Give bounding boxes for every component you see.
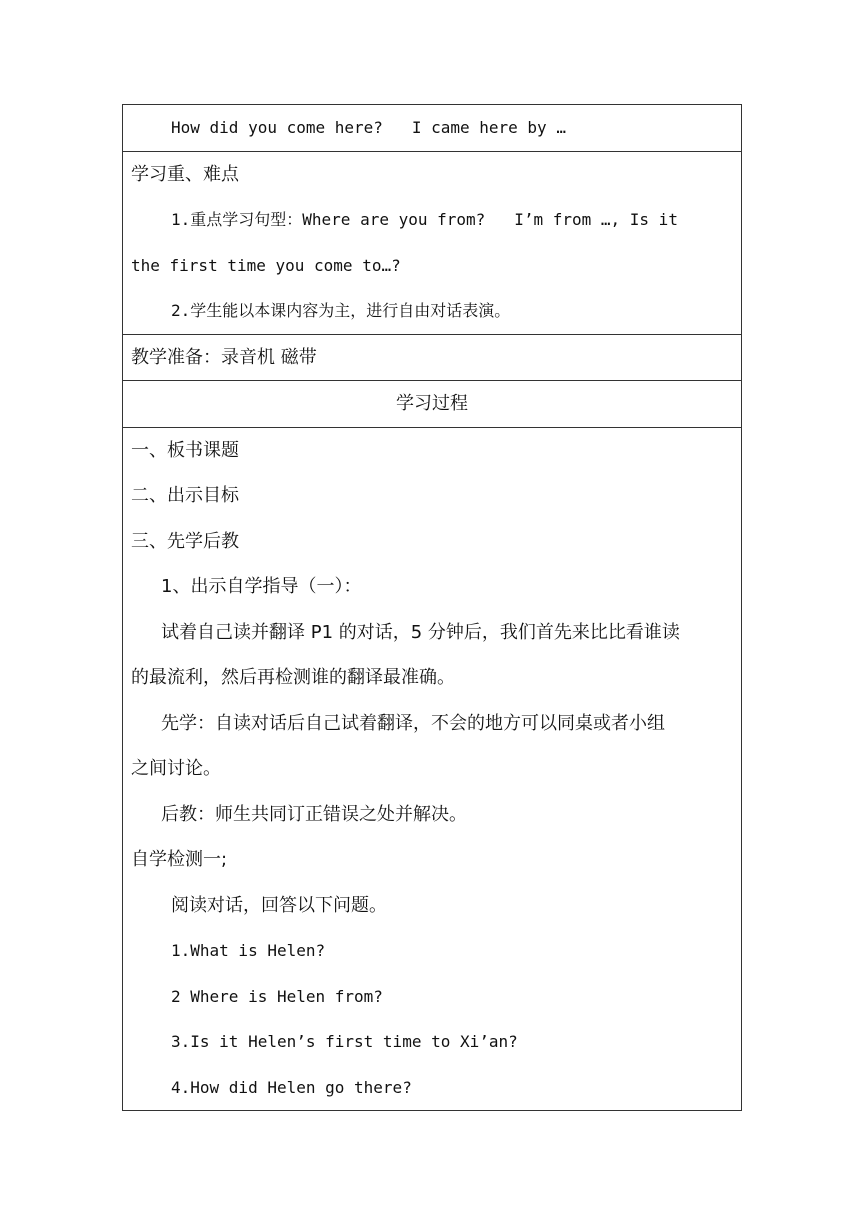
- guide-heading: 1、出示自学指导（一）：: [161, 576, 362, 597]
- table-row-preparation: [123, 334, 741, 381]
- key-points-line-1: 1.重点学习句型：Where are you from? I’m from …, Is it: [171, 210, 678, 229]
- question-3: 3.Is it Helen’s first time to Xi’an?: [171, 1032, 518, 1051]
- step-3-line: 三、先学后教: [131, 530, 239, 552]
- table-row-key-points: [123, 151, 741, 334]
- table-row-process-body: [123, 427, 741, 1111]
- question-2: 2 Where is Helen from?: [171, 986, 383, 1006]
- question-4: 4.How did Helen go there?: [171, 1077, 412, 1097]
- self-check-heading: 自学检测一;: [131, 849, 228, 870]
- preparation-line: 教学准备：录音机 磁带: [131, 346, 317, 368]
- self-check-instruction: 阅读对话，回答以下问题。: [171, 894, 387, 916]
- process-title: 学习过程: [396, 393, 468, 414]
- first-learn-line-2: 之间讨论。: [131, 758, 221, 779]
- later-teach-line: 后教：师生共同订正错误之处并解决。: [161, 803, 467, 825]
- step-1-line: 一、板书课题: [131, 439, 239, 461]
- guide-text-line-1: 试着自己读并翻译 P1 的对话，5 分钟后，我们首先来比比看谁读: [161, 621, 680, 643]
- key-points-line-3: 2.学生能以本课内容为主，进行自由对话表演。: [171, 301, 511, 320]
- question-1: 1.What is Helen?: [171, 941, 326, 960]
- key-points-line-2: the first time you come to…?: [131, 255, 401, 275]
- step-2-line: 二、出示目标: [131, 485, 239, 506]
- table-row-sentence-pattern: [123, 105, 741, 151]
- key-points-heading: 学习重、难点: [131, 163, 239, 185]
- sentence-pattern-line: How did you come here? I came here by …: [171, 118, 566, 137]
- lesson-plan-table: [122, 104, 742, 1111]
- guide-text-line-2: 的最流利，然后再检测谁的翻译最准确。: [131, 667, 455, 688]
- table-row-process-title: [123, 380, 741, 427]
- first-learn-line-1: 先学：自读对话后自己试着翻译，不会的地方可以同桌或者小组: [161, 712, 665, 734]
